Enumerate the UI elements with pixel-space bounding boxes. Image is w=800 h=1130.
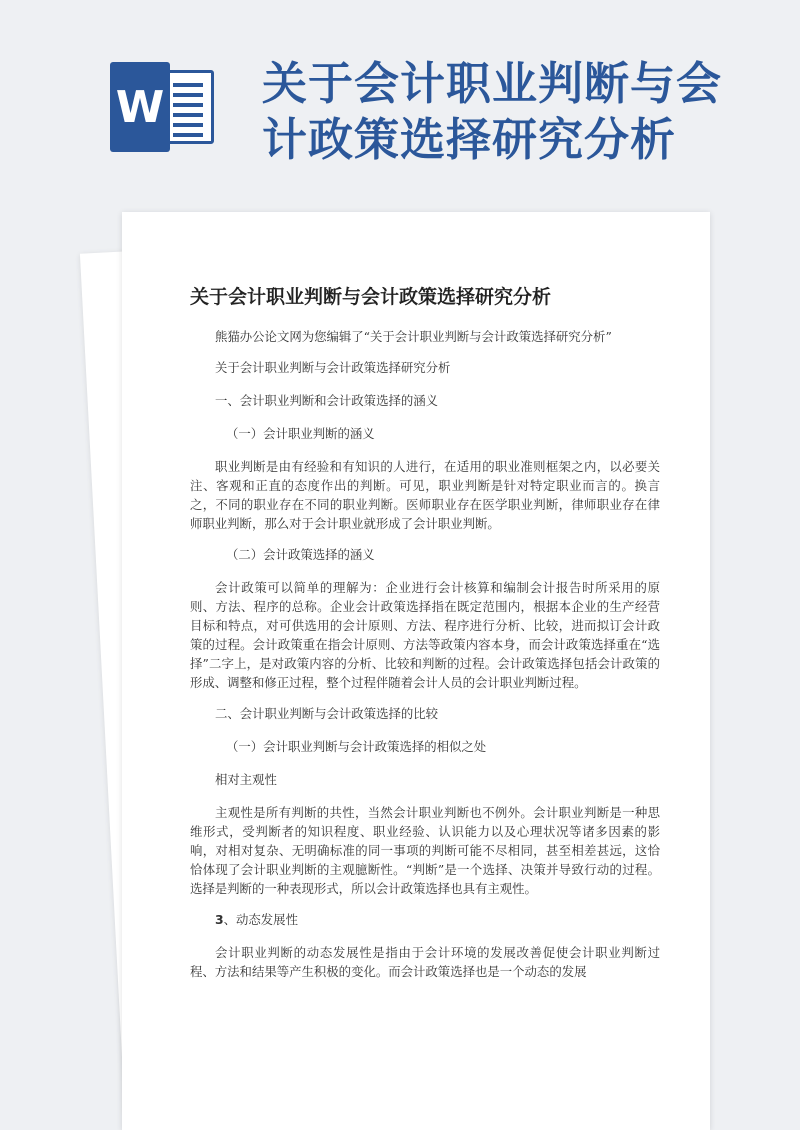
point-number: 3 — [215, 912, 224, 927]
subtitle-line: 关于会计职业判断与会计政策选择研究分析 — [215, 360, 451, 375]
point-text: 、动态发展性 — [223, 912, 298, 927]
word-document-icon — [110, 62, 218, 152]
intro-line: 熊猫办公论文网为您编辑了“关于会计职业判断与会计政策选择研究分析” — [215, 329, 612, 344]
subsection-heading: （一）会计职业判断与会计政策选择的相似之处 — [226, 739, 487, 754]
banner — [0, 0, 800, 200]
document-page — [122, 212, 710, 1130]
banner-title: 关于会计职业判断与会计政策选择研究分析 — [262, 57, 723, 166]
point-heading — [190, 910, 660, 929]
subsection-heading: （二）会计政策选择的涵义 — [226, 547, 375, 562]
word-logo-tile — [110, 62, 170, 152]
section-heading: 二、会计职业判断与会计政策选择的比较 — [215, 706, 439, 721]
point-heading: 相对主观性 — [215, 772, 277, 787]
word-logo-letter: W — [115, 81, 165, 133]
subsection-heading: （一）会计职业判断的涵义 — [226, 426, 375, 441]
section-heading: 一、会计职业判断和会计政策选择的涵义 — [215, 393, 439, 408]
paragraph: 主观性是所有判断的共性，当然会计职业判断也不例外。会计职业判断是一种思维形式，受判断者的知识程度、职业经验、认识能力以及心理状况等诸多因素的影响，对相对复杂、无明确标准的同一事项的判断可能不尽相同，甚至相差甚远，这恰恰体现了会计职业判断的主观臆断性。“判断”是一个选择、决策并导致行动的过程。选择是判断的一种表现形式，所以会计政策选择也具有主观性。 — [190, 805, 660, 896]
paragraph: 会计政策可以简单的理解为：企业进行会计核算和编制会计报告时所采用的原则、方法、程序的总称。企业会计政策选择指在既定范围内，根据本企业的生产经营目标和特点，对可供选用的会计原则、方法、程序进行分析、比较，进而拟订会计政策的过程。会计政策重在指会计原则、方法等政策内容本身，而会计政策选择重在“选择”二字上，是对政策内容的分析、比较和判断的过程。会计政策选择包括会计政策的形成、调整和修正过程，整个过程伴随着会计人员的会计职业判断过程。 — [190, 580, 660, 690]
document-title: 关于会计职业判断与会计政策选择研究分析 — [190, 286, 552, 308]
document-body — [190, 327, 660, 993]
paragraph: 职业判断是由有经验和有知识的人进行，在适用的职业准则框架之内，以必要关注、客观和正直的态度作出的判断。可见，职业判断是针对特定职业而言的。换言之，不同的职业存在不同的职业判断。医师职业存在医学职业判断，律师职业存在律师职业判断，那么对于会计职业就形成了会计职业判断。 — [190, 459, 660, 531]
paragraph: 会计职业判断的动态发展性是指由于会计环境的发展改善促使会计职业判断过程、方法和结果等产生积极的变化。而会计政策选择也是一个动态的发展 — [190, 945, 660, 979]
